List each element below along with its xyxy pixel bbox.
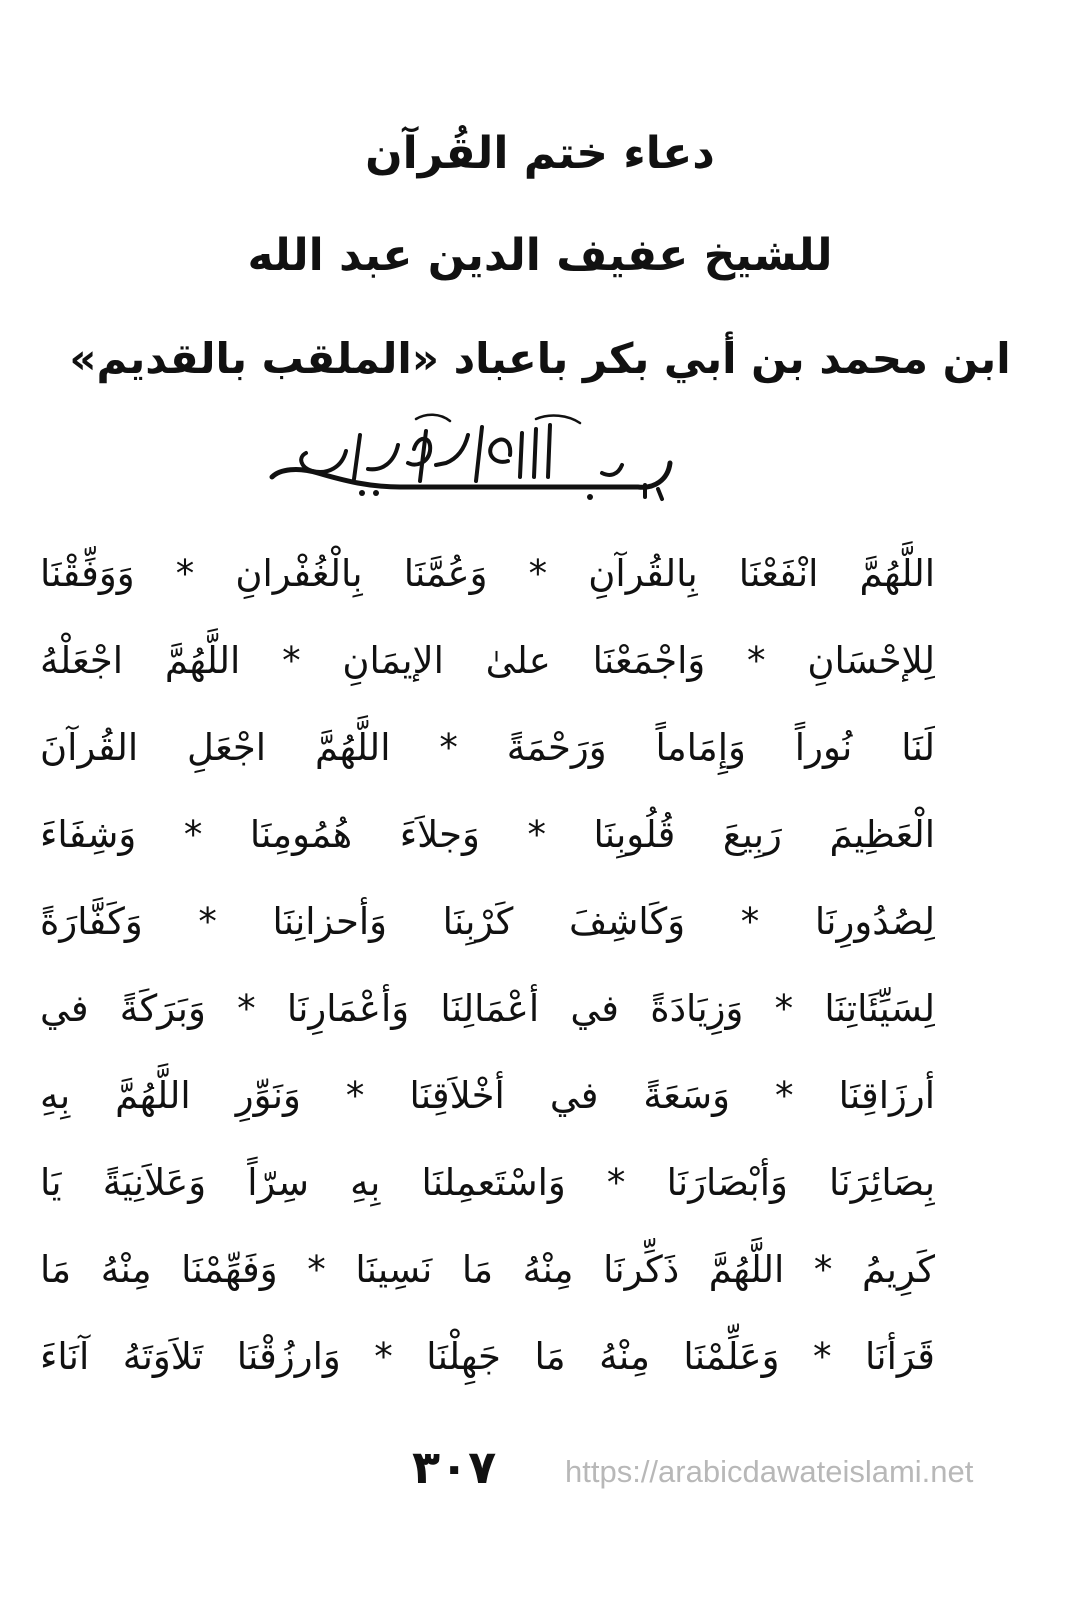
watermark-url: https://arabicdawateislami.net [565, 1454, 974, 1489]
text-line: لِسَيِّئَاتِنَا * وَزِيَادَةً في أعْمَالِنَا وَأعْمَارِنَا * وَبَرَكَةً في [40, 987, 935, 1030]
text-line: لَنَا نُوراً وَإِمَاماً وَرَحْمَةً * اللَّهُمَّ اجْعَلِ القُرآنَ [40, 726, 935, 769]
text-line: أرزَاقِنَا * وَسَعَةً في أخْلاَقِنَا * وَنَوِّرِ اللَّهُمَّ بِهِ [40, 1074, 935, 1117]
text-line: قَرَأنَا * وَعَلِّمْنَا مِنْهُ مَا جَهِلْنَا * وَارزُقْنَا تَلاَوَتَهُ آنَاءَ [40, 1335, 935, 1378]
basmala-calligraphy-icon [250, 405, 690, 505]
author-line-2: ابن محمد بن أبي بكر باعباد «الملقب بالقديم» [69, 334, 1011, 383]
text-line: كَرِيمُ * اللَّهُمَّ ذَكِّرنَا مِنْهُ مَا نَسِينَا * وَفَهِّمْنَا مِنْهُ مَا [40, 1248, 935, 1291]
text-line: لِصُدُورِنَا * وَكَاشِفَ كَرْبِنَا وَأحزانِنَا * وَكَفَّارَةً [40, 900, 935, 943]
page-number: ٣٠٧ [412, 1440, 497, 1494]
text-line: اللَّهُمَّ انْفَعْنَا بِالقُرآنِ * وَعُمَّنَا بِالْغُفْرانِ * وَوَفِّقْنَا [40, 552, 935, 595]
page-title: دعاء ختم القُرآن [365, 128, 715, 179]
text-line: الْعَظِيمَ رَبِيعَ قُلُوبِنَا * وَجلاَءَ هُمُومِنَا * وَشِفَاءَ [40, 813, 935, 856]
text-line: لِلإحْسَانِ * وَاجْمَعْنَا علىٰ الإيمَانِ * اللَّهُمَّ اجْعَلْهُ [40, 639, 935, 682]
author-line-1: للشيخ عفيف الدين عبد الله [247, 230, 833, 281]
prayer-text [40, 530, 935, 1400]
text-line: بِصَائِرَنَا وَأبْصَارَنَا * وَاسْتَعمِلنَا بِهِ سِرّاً وَعَلاَنِيَةً يَا [40, 1161, 935, 1204]
